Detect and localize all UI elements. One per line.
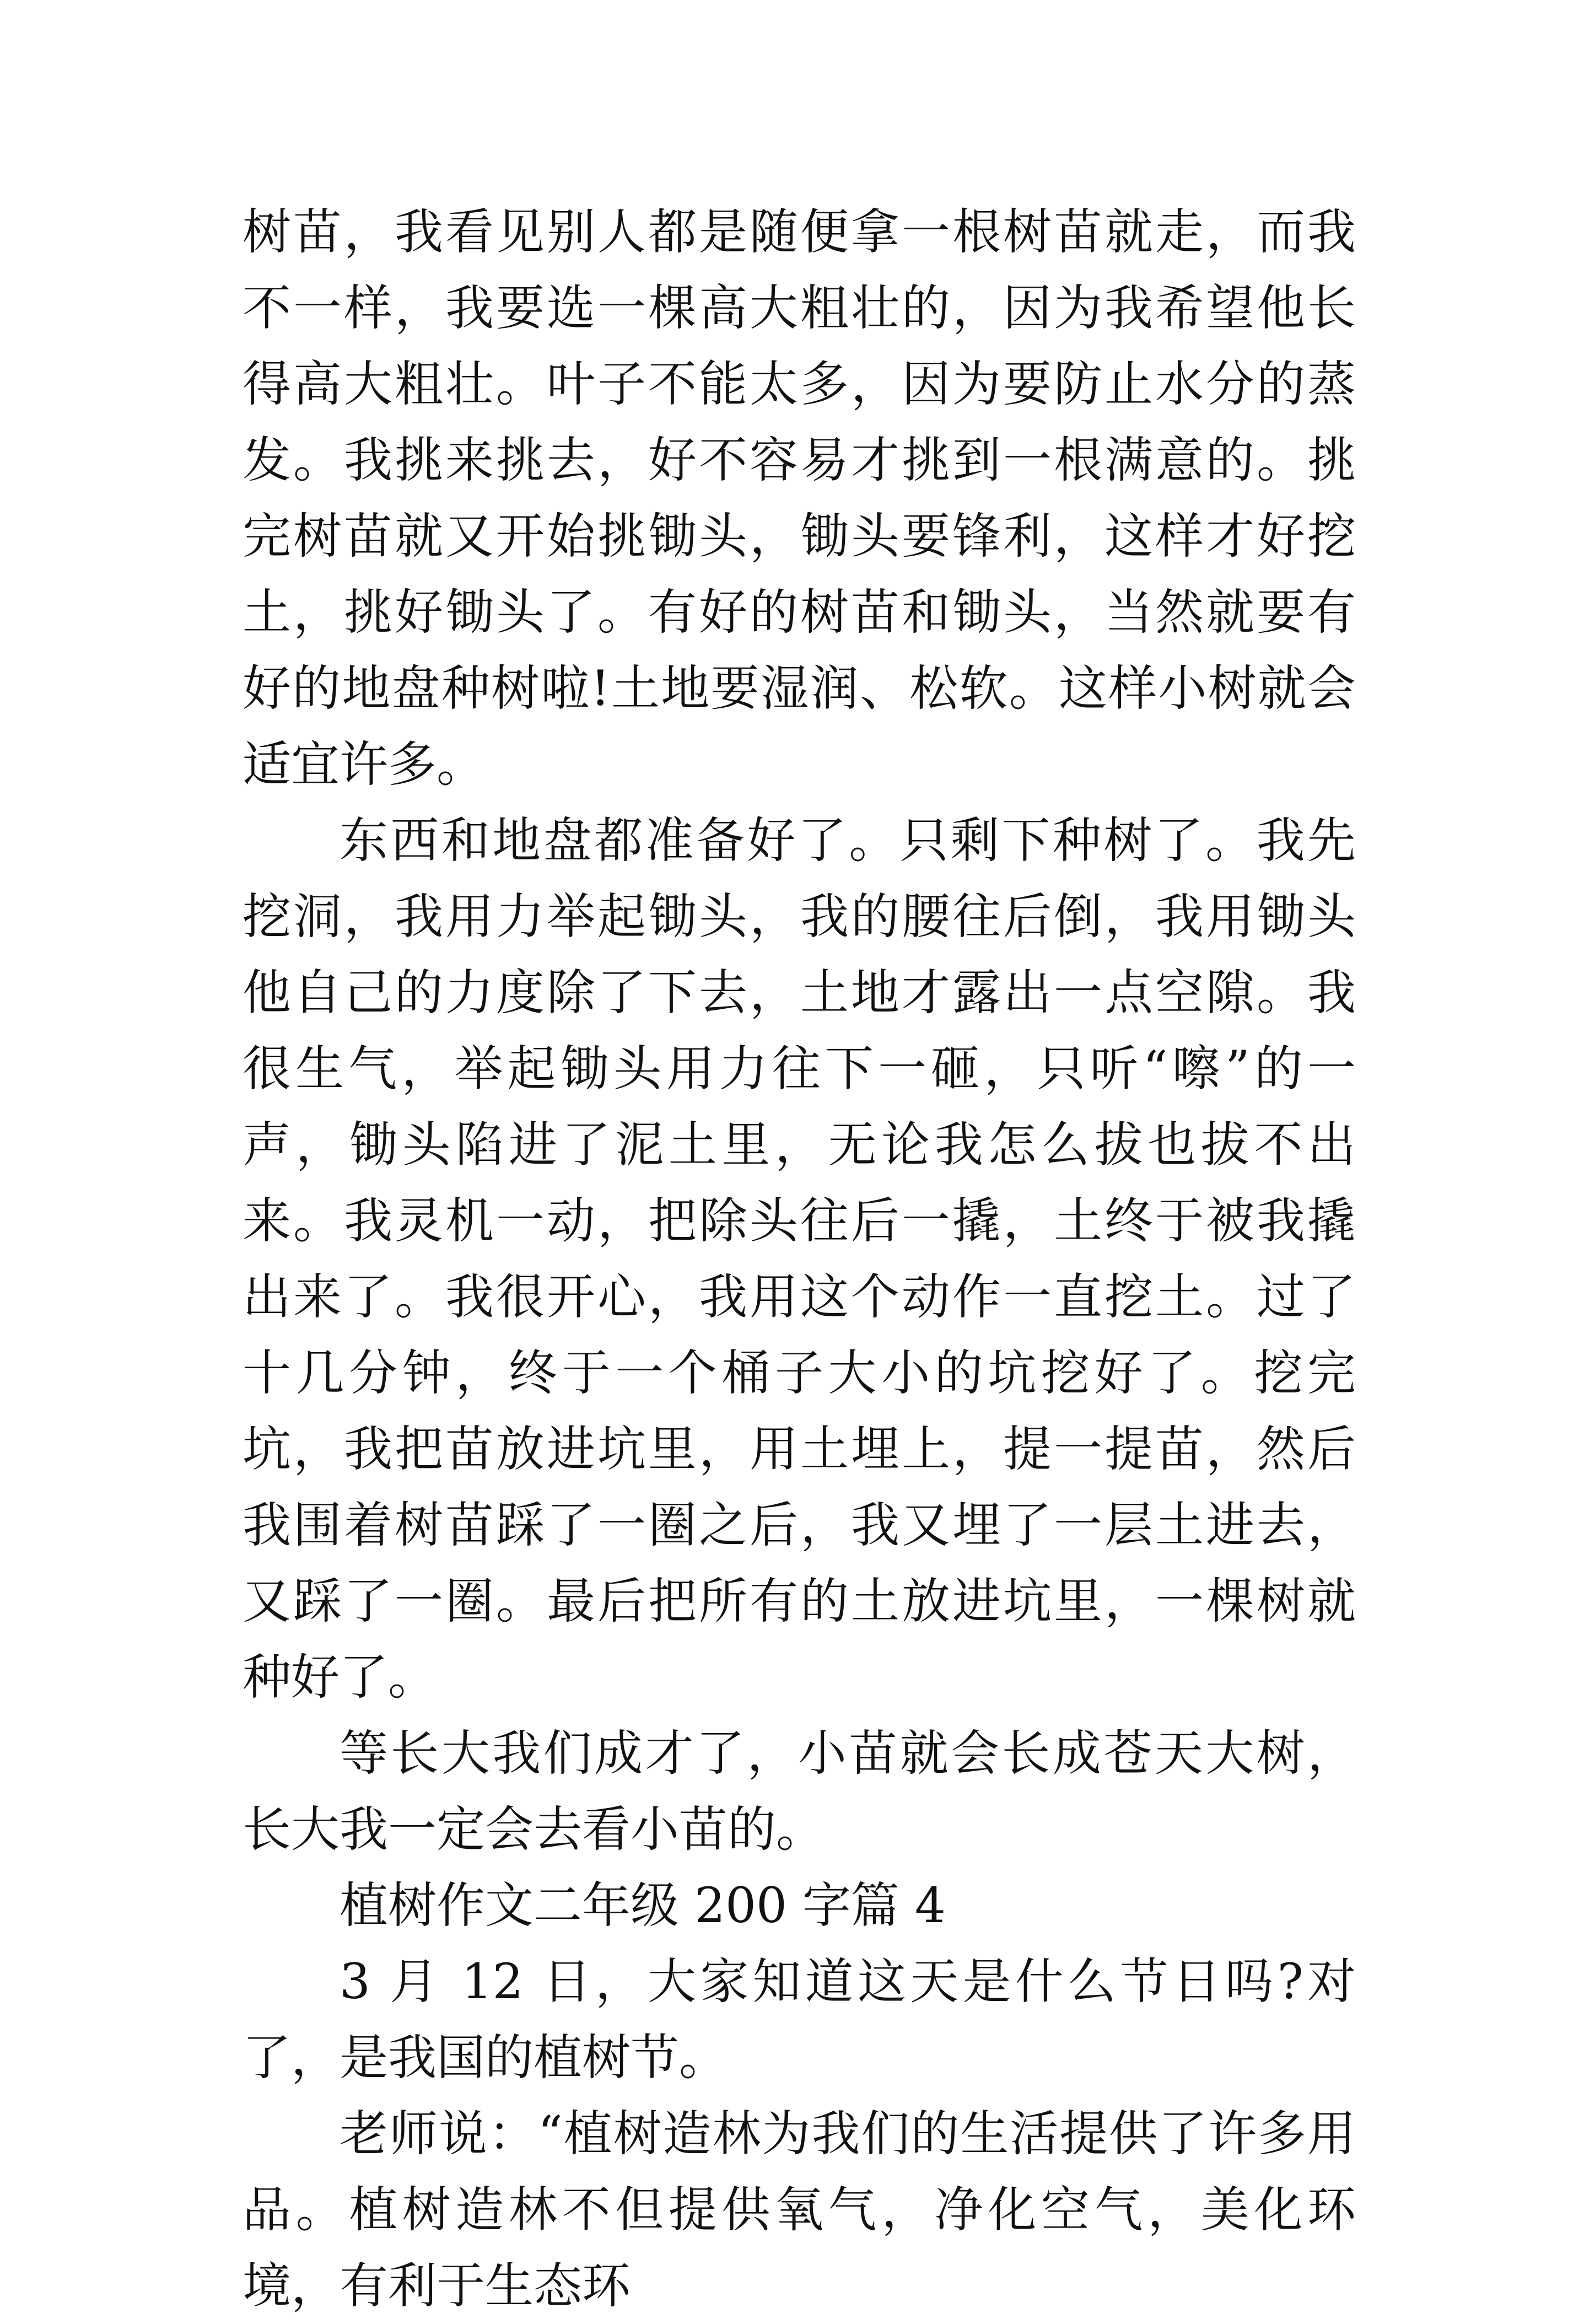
paragraph-teacher-says: 老师说：“植树造林为我们的生活提供了许多用品。植树造林不但提供氧气，净化空气，美化环境，有利于生态环: [243, 2105, 1356, 2314]
paragraph-planting-process: 东西和地盘都准备好了。只剩下种树了。我先挖洞，我用力举起锄头，我的腰往后倒，我用锄头他自己的力度除了下去，土地才露出一点空隙。我很生气，举起锄头用力往下一砸，只听“嚓”的一声，锄头陷进了泥土里，无论我怎么拔也拔不出来。我灵机一动，把除头往后一撬，土终于被我撬出来了。我很开心，我用这个动作一直挖土。过了十几分钟，终于一个桶子大小的坑挖好了。挖完坑，我把苗放进坑里，用土埋上，提一提苗，然后我围着树苗踩了一圈之后，我又埋了一层土进去，又踩了一圈。最后把所有的土放进坑里，一棵树就种好了。: [243, 812, 1356, 1706]
paragraph-continued: 树苗，我看见别人都是随便拿一根树苗就走，而我不一样，我要选一棵高大粗壮的，因为我希望他长得高大粗壮。叶子不能太多，因为要防止水分的蒸发。我挑来挑去，好不容易才挑到一根满意的。挑完树苗就又开始挑锄头，锄头要锋利，这样才好挖土，挑好锄头了。有好的树苗和锄头，当然就要有好的地盘种树啦!土地要湿润、松软。这样小树就会适宜许多。: [243, 203, 1356, 793]
section-heading: 植树作文二年级 200 字篇 4: [340, 1877, 946, 1934]
paragraph-future-hope: 等长大我们成才了，小苗就会长成苍天大树，长大我一定会去看小苗的。: [243, 1725, 1356, 1858]
document-body: [243, 194, 1356, 2324]
paragraph-arbor-day: 3 月 12 日，大家知道这天是什么节日吗?对了，是我国的植树节。: [243, 1953, 1356, 2086]
